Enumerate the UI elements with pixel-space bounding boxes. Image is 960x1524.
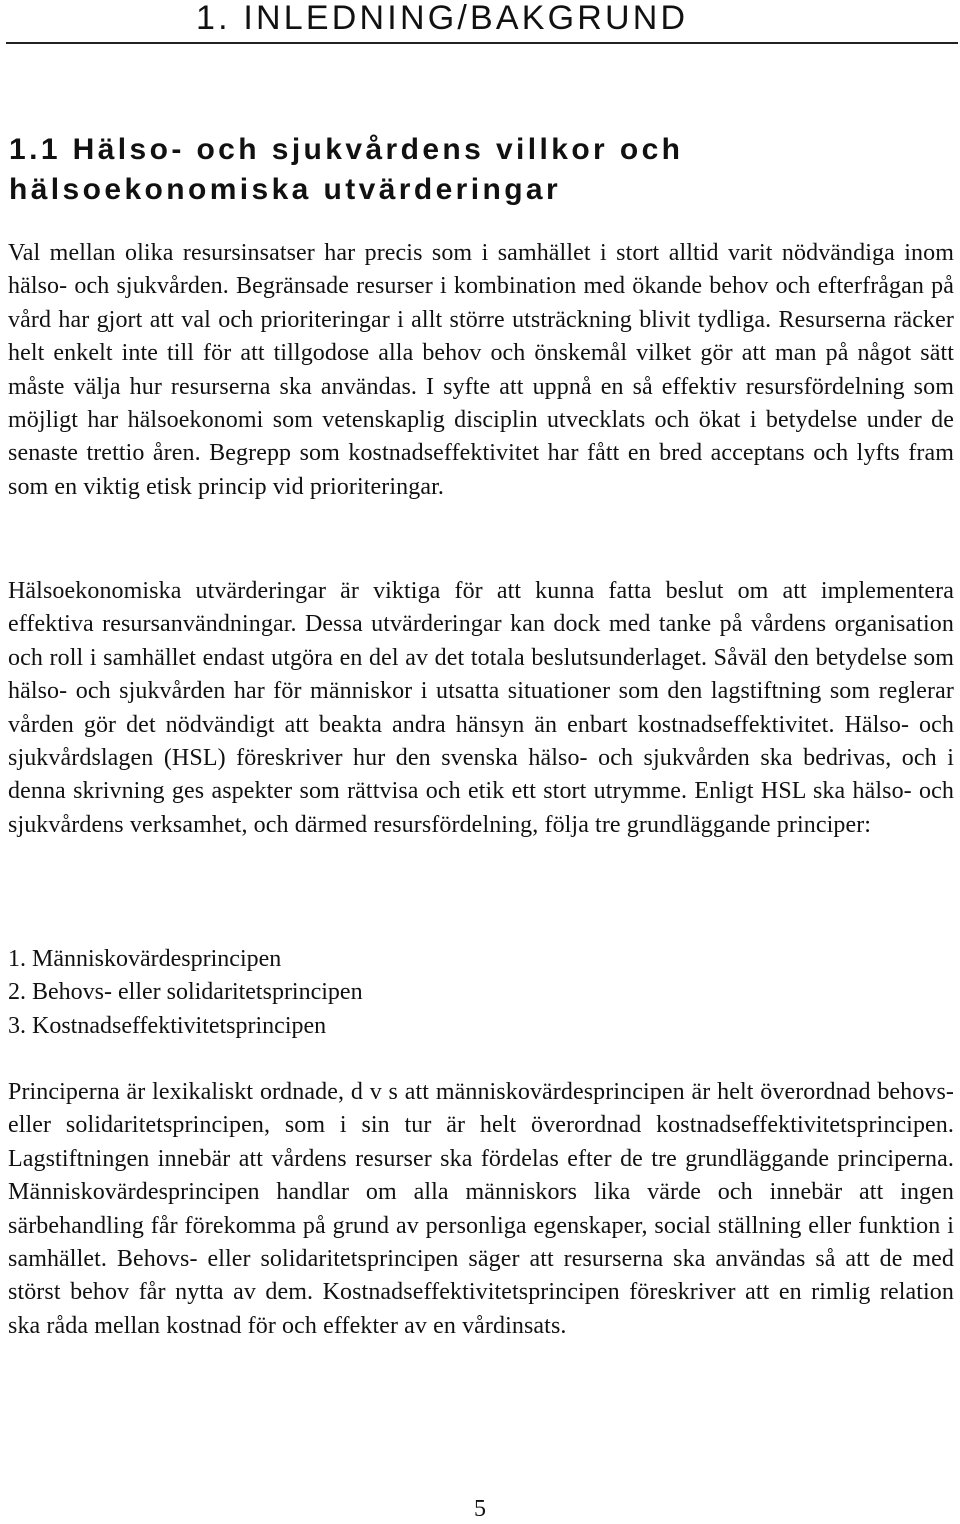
principles-list (8, 943, 363, 1043)
chapter-heading: 1. INLEDNING/BAKGRUND (196, 0, 689, 37)
heading-rule (6, 42, 958, 44)
paragraph-intro: Val mellan olika resursinsatser har precis som i samhället i stort alltid varit nödvändiga inom hälso- och sjukvården. Begränsade resurser i kombination med ökande behov och efterfrågan på vård har gjort att val och prioriteringar i allt större utsträckning blivit tydliga. Resurserna räcker helt enkelt inte till för att tillgodose alla behov och önskemål vilket gör att man på något sätt måste välja hur resurserna ska användas. I syfte att uppnå en så effektiv resursfördelning som möjligt har hälsoekonomi som vetenskaplig disciplin utvecklats och ökat i betydelse under de senaste trettio åren. Begrepp som kostnadseffektivitet har fått en bred acceptans och lyfts fram som en viktig etisk princip vid prioriteringar. (8, 240, 954, 500)
principle-item-2: 2. Behovs- eller solidaritetsprincipen (8, 979, 363, 1006)
paragraph-evaluations: Hälsoekonomiska utvärderingar är viktiga för att kunna fatta beslut om att implementera effektiva resursanvändningar. Dessa utvärderingar kan dock med tanke på vårdens organisation och roll i samhället endast utgöra en del av det totala beslutsunderlaget. Såväl den betydelse som hälso- och sjukvården har för människor i utsatta situationer som den lagstiftning som reglerar vården gör det nödvändigt att beakta andra hänsyn än enbart kostnadseffektivitet. Hälso- och sjukvårdslagen (HSL) föreskriver hur den svenska hälso- och sjukvården ska bedrivas, och i denna skrivning ges aspekter som rättvisa och etik ett stort utrymme. Enligt HSL ska hälso- och sjukvårdens verksamhet, och därmed resursfördelning, följa tre grundläggande principer: (8, 578, 954, 838)
principle-item-3: 3. Kostnadseffektivitetsprincipen (8, 1012, 327, 1039)
section-heading: 1.1 Hälso- och sjukvårdens villkor och hälsoekonomiska utvärderingar (9, 133, 684, 206)
page-number: 5 (474, 1496, 486, 1522)
paragraph-principles: Principerna är lexikaliskt ordnade, d v s att människovärdesprincipen är helt överordnad behovs- eller solidaritetsprincipen, som i sin tur är helt överordnad kostnadseffektivitetsprincipen. Lagstiftningen innebär att vårdens resurser ska fördelas efter de tre grundläggande principerna. Människovärdesprincipen handlar om alla människors lika värde och innebär att ingen särbehandling får förekomma på grund av personliga egenskaper, social ställning eller funktion i samhället. Behovs- eller solidaritetsprincipen säger att resurserna ska användas så att de med störst behov får nytta av dem. Kostnadseffektivitetsprincipen föreskriver att en rimlig relation ska råda mellan kostnad för och effekter av en vårdinsats. (8, 1079, 954, 1339)
principle-item-1: 1. Människovärdesprincipen (8, 946, 282, 972)
